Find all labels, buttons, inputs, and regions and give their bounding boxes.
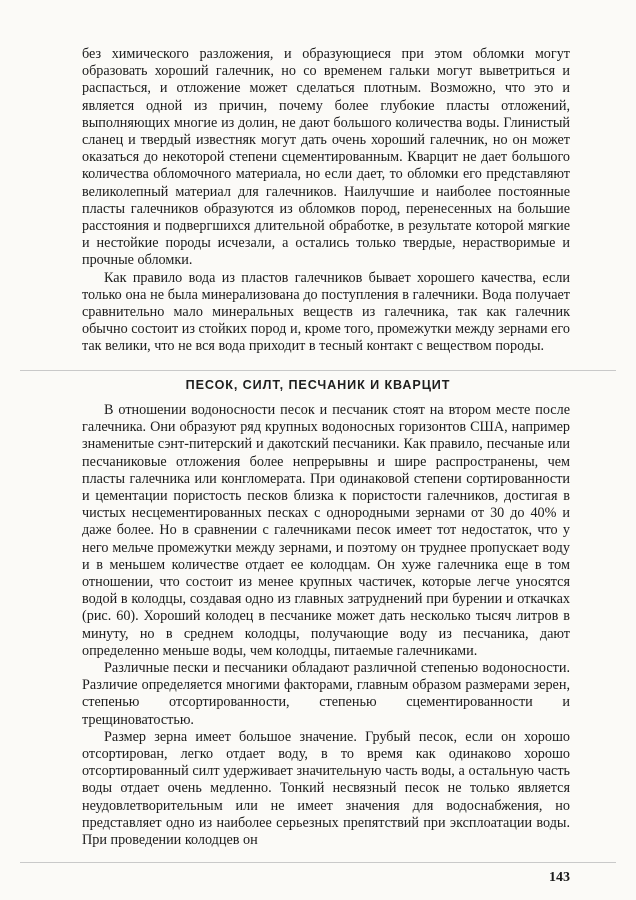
paragraph: В отношении водоносности песок и песчаник стоят на втором месте после галечника. Они образуют ряд крупных водоносных горизонтов США, например знаменитые сэнт-питерский и дакотский песчаники. Как правило, песчаные или песчаниковые отложения более непрерывны и шире распространены, чем пласты галечника или конгломерата. При одинаковой степени сортированности и цементации пористость песков близка к пористости галечников, достигая в чистых несцементированных песках с однородными зернами от 30 до 40% и даже более. Но в сравнении с галечниками песок имеет тот недостаток, что у него мельче промежутки между зернами, и поэтому он труднее пропускает воду и в меньшем количестве отдает ее колодцам. Он хуже галечника еще в том отношении, что состоит из менее крупных частичек, которые легче уносятся водой в колодцы, создавая одно из главных затруднений при бурении и откачках (рис. 60). Хороший колодец в песчанике может дать несколько тысяч литров в минуту, но в среднем колодцы, получающие воду из песчаника, дают определенно меньше воды, чем колодцы, питаемые галечниками.: [82, 402, 570, 659]
section-heading: ПЕСОК, СИЛТ, ПЕСЧАНИК И КВАРЦИТ: [185, 378, 451, 392]
paragraph: Размер зерна имеет большое значение. Грубый песок, если он хорошо отсортирован, легко отдает воду, в то время как одинаково хорошо отсортированный силт удерживает значительную часть воды, а остальную часть воды отдает очень медленно. Тонкий несвязный песок не только является неудовлетворительным или не имеет значения для водоснабжения, но представляет одно из наиболее серьезных препятствий при эксплоатации воды. При проведении колодцев он: [82, 728, 570, 849]
page-number: 143: [549, 870, 570, 885]
section-divider: [20, 370, 616, 371]
paragraph: Как правило вода из пластов галечников бывает хорошего качества, если только она не была минерализована до поступления в галечники. Вода получает сравнительно мало минеральных веществ из галечника, так как галечник обычно состоит из стойких пород и, кроме того, промежутки между зернами его так велики, что не вся вода приходит в тесный контакт с веществом породы.: [82, 269, 570, 355]
footer-rule: [20, 862, 616, 863]
text-block-bottom: [82, 402, 570, 849]
text-block-top: [82, 46, 570, 356]
paragraph: Различные пески и песчаники обладают различной степенью водоносности. Различие определяется многими факторами, главным образом размерами зерен, степенью отсортированности, степенью сцементированности и трещиноватостью.: [82, 660, 570, 728]
paragraph: без химического разложения, и образующиеся при этом обломки могут образовать хороший галечник, но со временем гальки могут выветриться и распасться, и отложение может сделаться плотным. Возможно, что это и является одной из причин, почему более глубокие пласты отложений, выполняющих многие из долин, не дают большого количества воды. Глинистый сланец и твердый известняк могут дать очень хороший галечник, но он может оказаться до некоторой степени сцементированным. Кварцит не дает большого количества обломочного материала, но если дает, то обломки его представляют великолепный материал для галечников. Наилучшие и наиболее постоянные пласты галечников образуются из обломков пород, перенесенных на большие расстояния и подвергшихся длительной обработке, в результате которой мягкие и нестойкие породы исчезали, а остались только твердые, нерастворимые и прочные обломки.: [82, 46, 570, 269]
